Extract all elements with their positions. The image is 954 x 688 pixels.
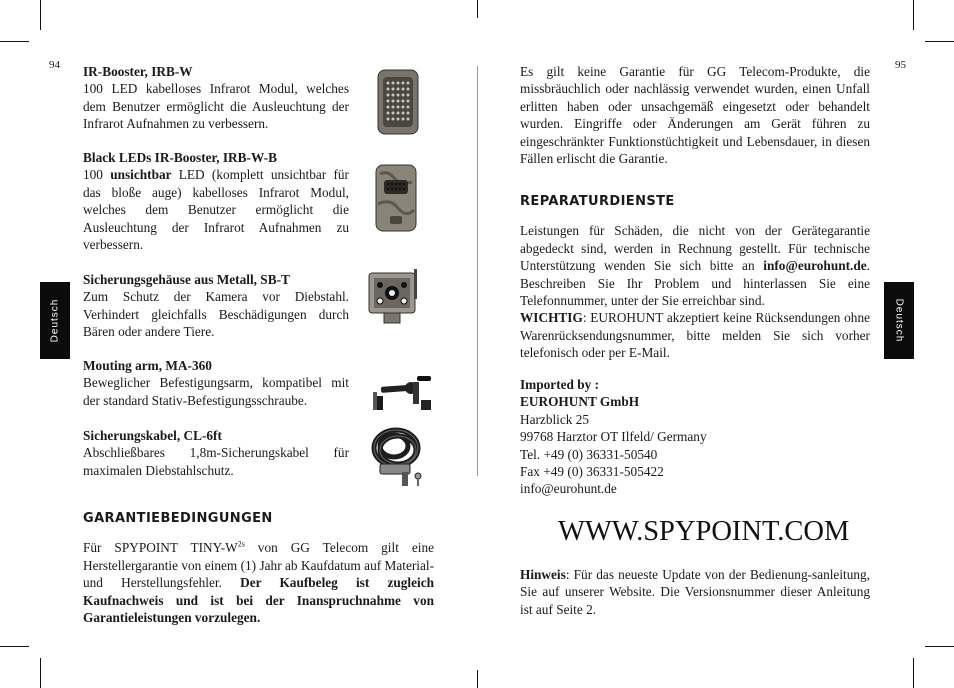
repair-important: WICHTIG: EUROHUNT akzeptiert keine Rücksendungen ohne Warenrücksendungsnummer, bitte melden Sie sich vorher telefonisch oder per E-Mail. xyxy=(520,310,870,361)
crop-mark xyxy=(477,670,478,688)
warranty-section xyxy=(83,510,434,626)
importer-street: Harzblick 25 xyxy=(520,411,590,427)
security-cable-image xyxy=(370,424,428,488)
repair-heading: REPARATURDIENSTE xyxy=(520,194,675,209)
warranty-heading: GARANTIEBEDINGUNGEN xyxy=(83,511,273,526)
warranty-text: Für SPYPOINT TINY-$W^{2s}$ von GG Telecom gilt eine Herstellergarantie von einem (1) Jahr ab Kaufdatum auf Material- und Herstellungsfehler. Der Kaufbeleg ist zugleich Kaufnachweis und ist bei der Inanspruchnahme von Garantieleistungen vorzulegen. xyxy=(83,539,434,626)
accessory-sb-t xyxy=(83,271,349,341)
importer-company: EUROHUNT GmbH xyxy=(520,394,640,410)
ir-booster-image xyxy=(376,69,420,135)
crop-mark xyxy=(40,0,41,30)
accessory-title: IR-Booster, IRB-W xyxy=(83,64,193,79)
note-section: Hinweis: Für das neueste Update von der Bedienung-sanleitung, Sie auf unserer Website. Die Versionsnummer dieser Anleitung ist auf Seite 2. xyxy=(520,567,870,617)
importer-block xyxy=(520,376,870,498)
language-tab-left xyxy=(40,282,70,359)
repair-section xyxy=(520,193,870,362)
accessory-title: Mouting arm, MA-360 xyxy=(83,358,212,373)
crop-mark xyxy=(913,658,914,688)
importer-tel: Tel. +49 (0) 36331-50540 xyxy=(520,446,658,462)
language-tab-label: Deutsch xyxy=(893,298,905,343)
crop-mark xyxy=(40,658,41,688)
language-tab-right xyxy=(884,282,914,359)
page-number-left: 94 xyxy=(49,59,60,71)
importer-city: 99768 Harztor OT Ilfeld/ Germany xyxy=(520,429,707,445)
importer-label: Imported by : xyxy=(520,377,600,392)
importer-email: info@eurohunt.de xyxy=(520,481,617,497)
accessory-desc: 100 LED kabelloses Infrarot Modul, welches dem Benutzer ermöglicht die Ausleuchtung der Infrarot Aufnahmen zu verbessern. xyxy=(83,81,349,132)
repair-text: Leistungen für Schäden, die nicht von der Gerätegarantie abgedeckt sind, werden in Rechnung gestellt. Für technische Unterstützung wenden Sie sich bitte an info@eurohunt.de. Beschreiben Sie Ihr Problem und hinterlassen Sie eine Telefonnummer, unter der Sie erreichbar sind. xyxy=(520,223,870,309)
crop-mark xyxy=(0,646,29,647)
accessory-title: Sicherungskabel, CL-6ft xyxy=(83,428,222,443)
accessory-irb-w xyxy=(83,63,349,133)
accessory-title: Black LEDs IR-Booster, IRB-W-B xyxy=(83,150,278,165)
crop-mark xyxy=(0,41,29,42)
crop-mark xyxy=(925,41,954,42)
website-url: WWW.SPYPOINT.COM xyxy=(558,516,850,547)
accessory-cl-6ft xyxy=(83,427,349,479)
accessory-desc: Beweglicher Befestigungsarm, kompatibel mit der standard Stativ-Befestigungsschraube. xyxy=(83,375,349,408)
importer-fax: Fax +49 (0) 36331-505422 xyxy=(520,464,664,480)
accessory-desc: 100 unsichtbar LED (komplett unsichtbar für das bloße auge) kabelloses Infrarot Modul, welches dem Benutzer ermöglicht die Ausleuchtung der Infrarot Aufnahmen zu verbessern. xyxy=(83,167,349,253)
language-tab-label: Deutsch xyxy=(49,298,61,343)
crop-mark xyxy=(477,0,478,18)
accessory-ma-360 xyxy=(83,357,349,409)
warranty-continued: Es gilt keine Garantie für GG Telecom-Produkte, die missbräuchlich oder nachlässig verwendet wurden, einen Unfall erlitten haben oder unsachgemäß eingesetzt oder behandelt wurden. Eingriffe oder Änderungen am Gerät führen zu eingeschränkter Funktionstüchtigkeit und Lebensdauer, in diesen Fällen erlischt die Garantie. xyxy=(520,64,870,167)
security-box-image xyxy=(366,267,420,325)
black-led-booster-image xyxy=(374,164,418,232)
crop-mark xyxy=(913,0,914,30)
crop-mark xyxy=(925,646,954,647)
support-email: info@eurohunt.de xyxy=(763,258,867,274)
accessory-title: Sicherungsgehäuse aus Metall, SB-T xyxy=(83,272,290,287)
page-gutter xyxy=(477,66,478,476)
accessory-desc: Abschließbares 1,8m-Sicherungskabel für maximalen Diebstahlschutz. xyxy=(83,445,349,478)
page-number-right: 95 xyxy=(895,59,906,71)
accessory-desc: Zum Schutz der Kamera vor Diebstahl. Verhindert gleichfalls Beschädigungen durch Bären oder andere Tiere. xyxy=(83,289,349,340)
accessory-irb-w-b xyxy=(83,149,349,253)
mounting-arm-image xyxy=(373,374,435,412)
